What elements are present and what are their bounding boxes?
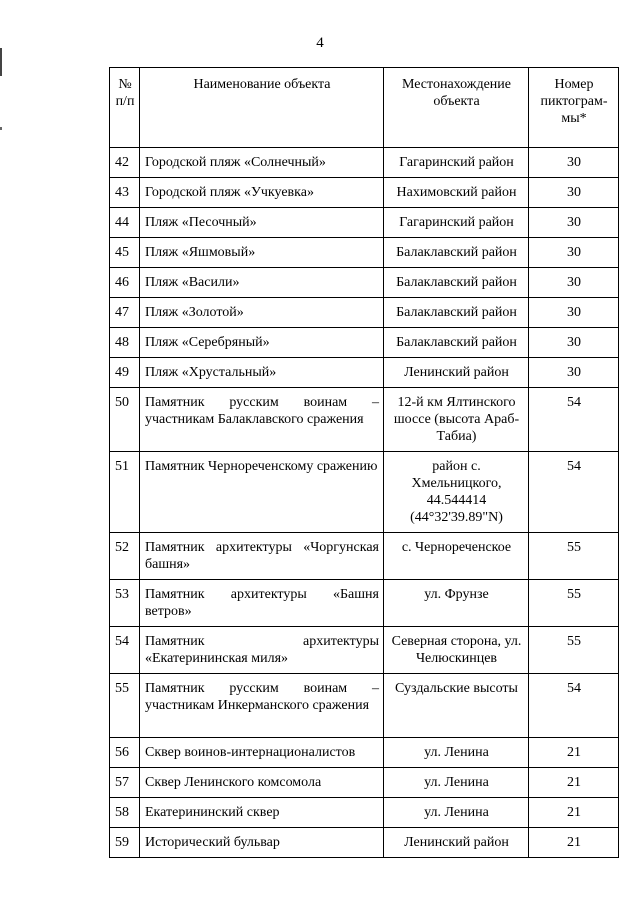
object-name: Памятник Чернореченскому сражению	[140, 452, 384, 533]
row-number: 59	[110, 828, 140, 858]
page-number: 4	[316, 35, 324, 51]
object-name: Пляж «Яшмовый»	[140, 238, 384, 268]
row-number: 52	[110, 533, 140, 580]
table-row	[110, 208, 619, 238]
row-number: 45	[110, 238, 140, 268]
object-name: Пляж «Серебряный»	[140, 328, 384, 358]
scan-margin-mark	[0, 127, 2, 130]
object-name: Екатерининский сквер	[140, 798, 384, 828]
object-location: Ленинский район	[384, 358, 529, 388]
object-location: с. Чернореченское	[384, 533, 529, 580]
pictogram-number: 55	[529, 627, 619, 674]
pictogram-number: 30	[529, 178, 619, 208]
pictogram-number: 30	[529, 268, 619, 298]
pictogram-number: 54	[529, 452, 619, 533]
pictogram-number: 21	[529, 798, 619, 828]
row-number: 48	[110, 328, 140, 358]
table-row	[110, 738, 619, 768]
row-number: 43	[110, 178, 140, 208]
row-number: 50	[110, 388, 140, 452]
object-location: ул. Ленина	[384, 798, 529, 828]
object-name: Исторический бульвар	[140, 828, 384, 858]
objects-table	[109, 67, 619, 858]
header-number: № п/п	[110, 68, 140, 148]
pictogram-number: 21	[529, 828, 619, 858]
object-location: Балаклавский район	[384, 298, 529, 328]
row-number: 49	[110, 358, 140, 388]
table-row	[110, 452, 619, 533]
table-row	[110, 148, 619, 178]
table-row	[110, 674, 619, 738]
pictogram-number: 21	[529, 768, 619, 798]
table-row	[110, 298, 619, 328]
object-name: Сквер Ленинского комсомола	[140, 768, 384, 798]
pictogram-number: 55	[529, 533, 619, 580]
row-number: 57	[110, 768, 140, 798]
object-location: район с. Хмельницкого, 44.544414 (44°32'39.89"N)	[384, 452, 529, 533]
table-row	[110, 328, 619, 358]
table-row	[110, 768, 619, 798]
table-row	[110, 268, 619, 298]
pictogram-number: 30	[529, 238, 619, 268]
object-location: Нахимовский район	[384, 178, 529, 208]
table-row	[110, 627, 619, 674]
object-name: Городской пляж «Учкуевка»	[140, 178, 384, 208]
header-pictogram: Номер пиктограм-мы*	[529, 68, 619, 148]
row-number: 46	[110, 268, 140, 298]
table-row	[110, 388, 619, 452]
object-location: ул. Фрунзе	[384, 580, 529, 627]
object-location: ул. Ленина	[384, 738, 529, 768]
row-number: 58	[110, 798, 140, 828]
object-name: Памятник архитектуры «Башня ветров»	[140, 580, 384, 627]
object-name: Памятник русским воинам – участникам Балаклавского сражения	[140, 388, 384, 452]
pictogram-number: 21	[529, 738, 619, 768]
object-location: Балаклавский район	[384, 238, 529, 268]
object-location: Гагаринский район	[384, 148, 529, 178]
object-name: Пляж «Песочный»	[140, 208, 384, 238]
object-location: Суздальские высоты	[384, 674, 529, 738]
table-row	[110, 358, 619, 388]
object-location: Балаклавский район	[384, 268, 529, 298]
pictogram-number: 30	[529, 328, 619, 358]
table-row	[110, 798, 619, 828]
object-name: Пляж «Золотой»	[140, 298, 384, 328]
pictogram-number: 30	[529, 148, 619, 178]
row-number: 42	[110, 148, 140, 178]
row-number: 51	[110, 452, 140, 533]
row-number: 47	[110, 298, 140, 328]
header-name: Наименование объекта	[140, 68, 384, 148]
pictogram-number: 30	[529, 208, 619, 238]
pictogram-number: 30	[529, 358, 619, 388]
table-row	[110, 580, 619, 627]
pictogram-number: 54	[529, 388, 619, 452]
row-number: 44	[110, 208, 140, 238]
object-name: Памятник русским воинам – участникам Инкерманского сражения	[140, 674, 384, 738]
table-header-row	[110, 68, 619, 148]
object-name: Пляж «Васили»	[140, 268, 384, 298]
row-number: 55	[110, 674, 140, 738]
table-row	[110, 238, 619, 268]
row-number: 53	[110, 580, 140, 627]
object-name: Городской пляж «Солнечный»	[140, 148, 384, 178]
object-location: 12-й км Ялтинского шоссе (высота Араб-Табиа)	[384, 388, 529, 452]
header-location: Местонахождение объекта	[384, 68, 529, 148]
row-number: 56	[110, 738, 140, 768]
pictogram-number: 54	[529, 674, 619, 738]
table-row	[110, 828, 619, 858]
object-location: Северная сторона, ул. Челюскинцев	[384, 627, 529, 674]
table-row	[110, 533, 619, 580]
object-location: Балаклавский район	[384, 328, 529, 358]
object-location: Гагаринский район	[384, 208, 529, 238]
pictogram-number: 30	[529, 298, 619, 328]
object-name: Сквер воинов-интернационалистов	[140, 738, 384, 768]
scan-margin-mark	[0, 48, 2, 76]
object-location: Ленинский район	[384, 828, 529, 858]
object-name: Памятник архитектуры «Екатерининская миля»	[140, 627, 384, 674]
table-row	[110, 178, 619, 208]
object-name: Памятник архитектуры «Чоргунская башня»	[140, 533, 384, 580]
object-location: ул. Ленина	[384, 768, 529, 798]
row-number: 54	[110, 627, 140, 674]
object-name: Пляж «Хрустальный»	[140, 358, 384, 388]
pictogram-number: 55	[529, 580, 619, 627]
